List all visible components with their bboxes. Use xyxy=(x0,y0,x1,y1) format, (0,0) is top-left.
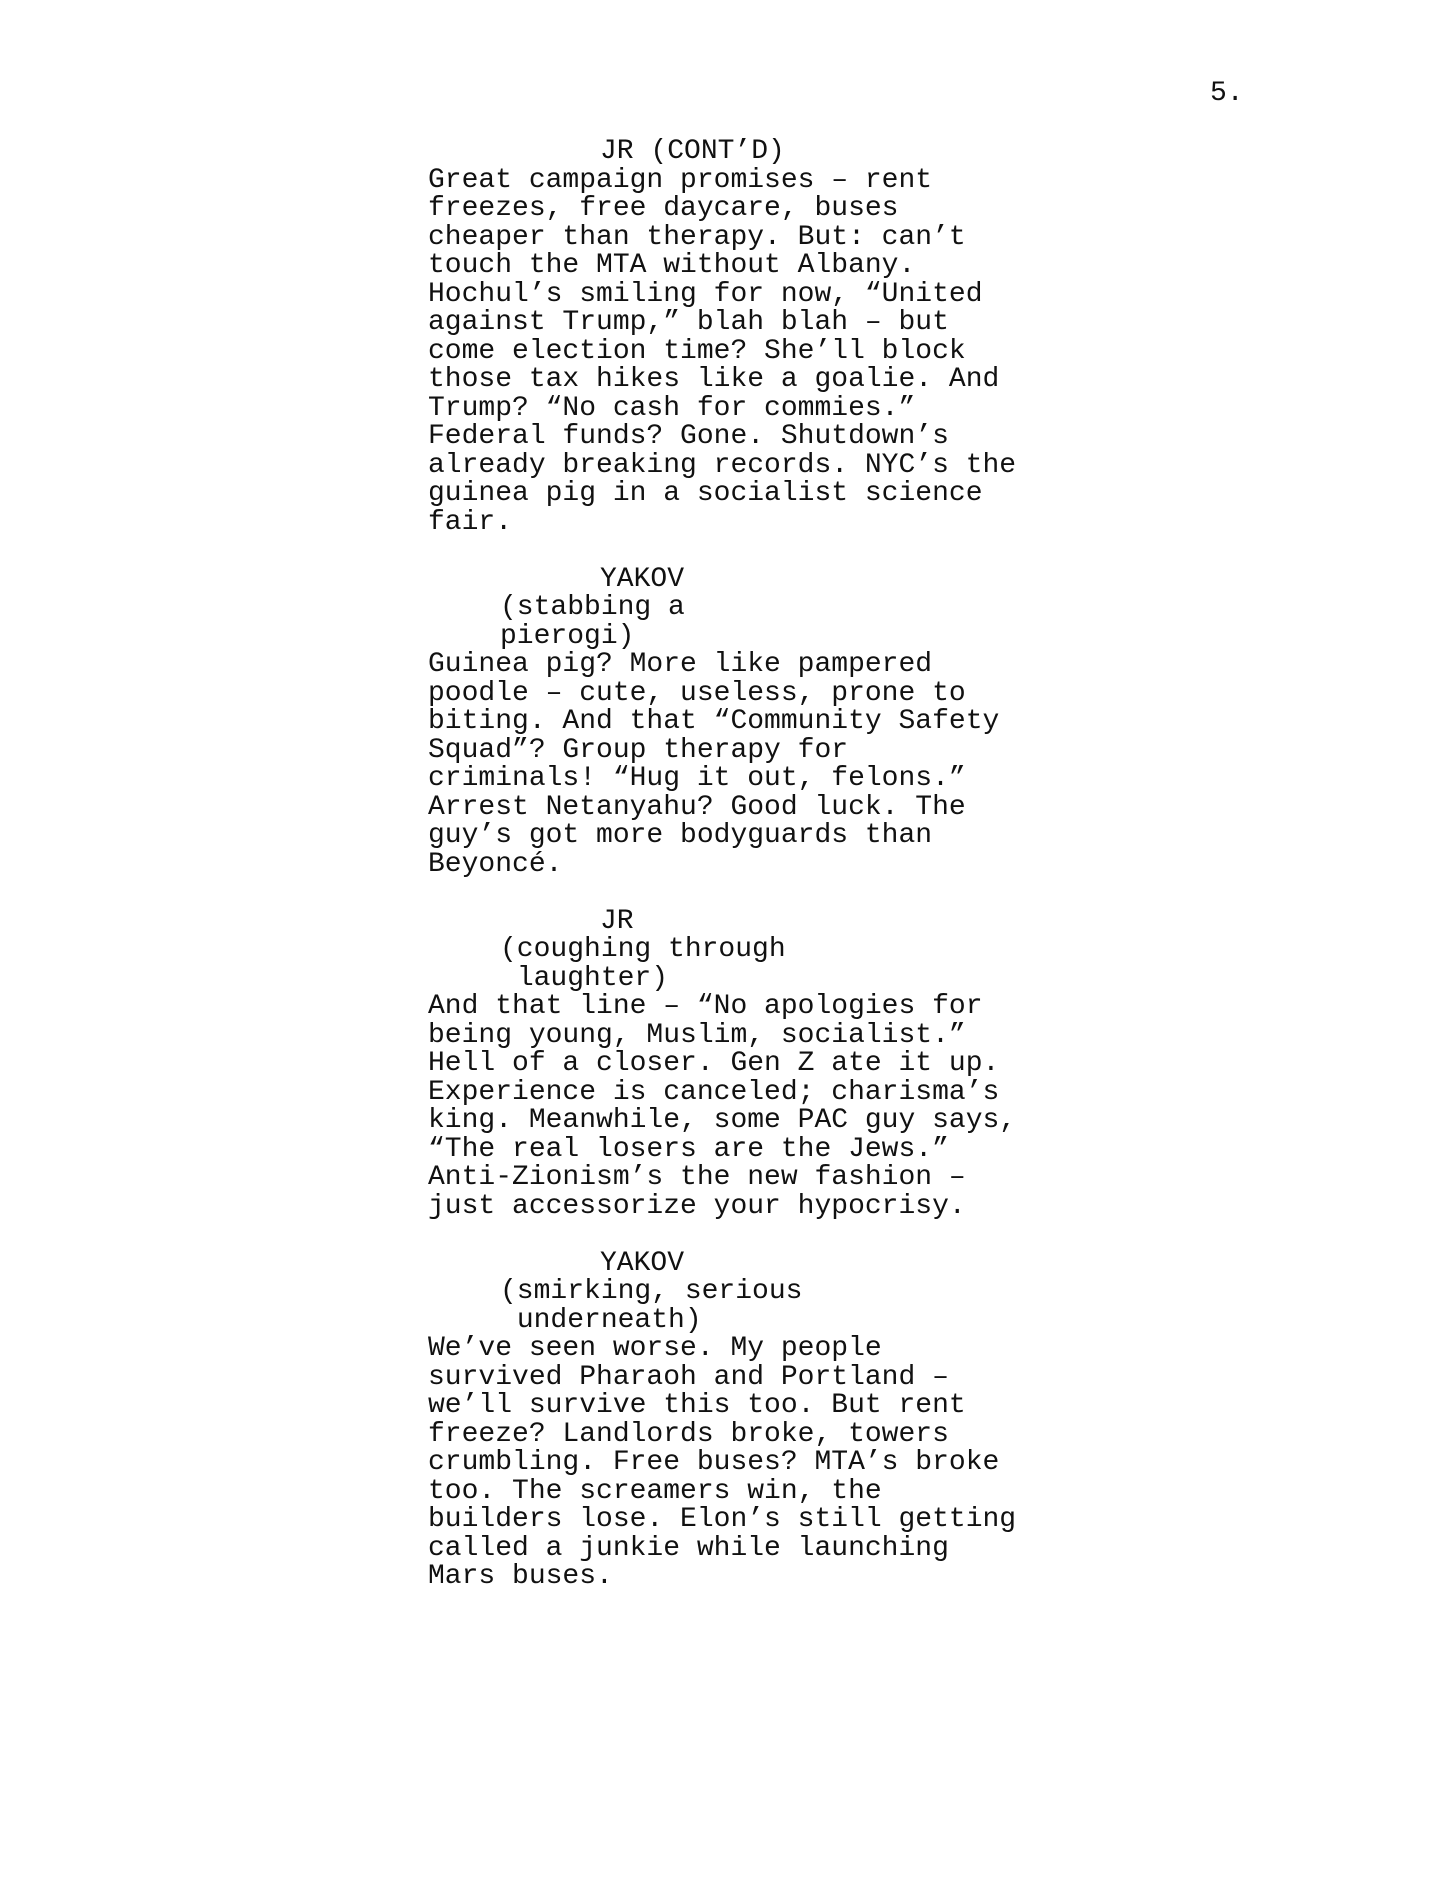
dialogue-block-4 xyxy=(428,1247,1048,1592)
dialogue-block-1 xyxy=(428,138,1048,537)
script-body xyxy=(428,138,1048,1620)
character-name: JR xyxy=(600,905,634,937)
character-name: YAKOV xyxy=(600,1247,685,1279)
character-name: YAKOV xyxy=(600,563,685,595)
dialogue-text: Guinea pig? More like pampered poodle – cute, useless, prone to biting. And that “Community Safety Squad”? Group therapy for criminals! “Hug it out, felons.” Arrest Netanyahu? Good luck. The guy’s got more bodyguards than Beyoncé. xyxy=(428,649,1000,880)
parenthetical: (coughing through laughter) xyxy=(500,934,786,994)
dialogue-text: We’ve seen worse. My people survived Pharaoh and Portland – we’ll survive this too. But rent freeze? Landlords broke, towers crumbling. Free buses? MTA’s broke too. The screamers win, the builders lose. Elon’s still getting called a junkie while launching Mars buses. xyxy=(428,1333,1017,1592)
dialogue-block-3 xyxy=(428,905,1048,1222)
parenthetical: (smirking, serious underneath) xyxy=(500,1276,803,1336)
character-name: JR (CONT’D) xyxy=(600,136,785,167)
dialogue-text: And that line – “No apologies for being young, Muslim, socialist.” Hell of a closer. Gen Z ate it up. Experience is canceled; charisma’s king. Meanwhile, some PAC guy says, “The real losers are the Jews.” Anti-Zionism’s the new fashion – just accessorize your hypocrisy. xyxy=(428,991,1017,1222)
page-number: 5. xyxy=(1210,78,1244,109)
dialogue-block-2 xyxy=(428,563,1048,880)
dialogue-text: Great campaign promises – rent freezes, free daycare, buses cheaper than therapy. But: can’t touch the MTA without Albany. Hochul’s smiling for now, “United against Trump,” blah blah – but come election time? She’ll block those tax hikes like a goalie. And Trump? “No cash for commies.” Federal funds? Gone. Shutdown’s already breaking records. NYC’s the guinea pig in a socialist science fair. xyxy=(428,164,1017,538)
parenthetical: (stabbing a pierogi) xyxy=(500,592,702,652)
